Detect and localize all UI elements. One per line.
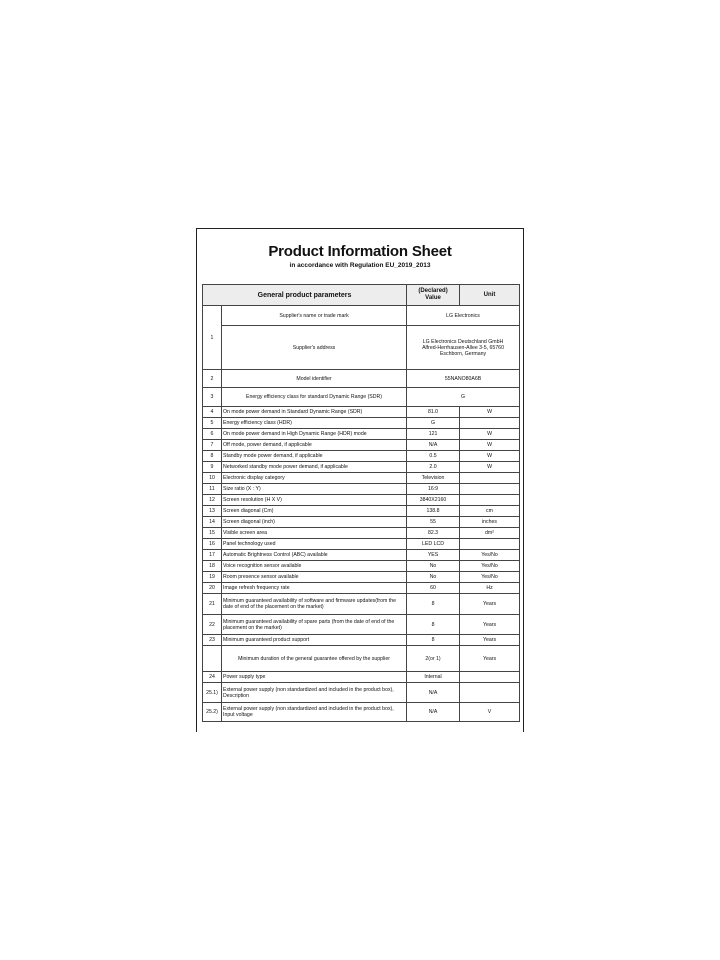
product-information-sheet [196, 228, 524, 732]
parameter-label: Image refresh frequency rate [222, 583, 407, 594]
row-number: 15 [203, 528, 222, 539]
row-number: 25.1) [203, 683, 222, 703]
supplier-address-label: Supplier's address [222, 326, 407, 370]
parameter-value: N/A [407, 703, 460, 722]
parameter-unit: W [460, 429, 520, 440]
parameter-value: 60 [407, 583, 460, 594]
header-value-line1: (Declared) [418, 288, 448, 294]
parameter-value: LED LCD [407, 539, 460, 550]
parameter-label: Minimum guaranteed product support [222, 635, 407, 646]
table-row [203, 683, 520, 703]
row-number: 8 [203, 451, 222, 462]
parameter-unit [460, 484, 520, 495]
table-row [203, 539, 520, 550]
parameter-unit [460, 539, 520, 550]
parameter-unit: Years [460, 635, 520, 646]
row-number: 9 [203, 462, 222, 473]
table-row [203, 388, 520, 407]
parameter-value: 82.3 [407, 528, 460, 539]
table-row [203, 635, 520, 646]
row-number: 20 [203, 583, 222, 594]
row-number: 2 [203, 370, 222, 388]
row-number: 3 [203, 388, 222, 407]
parameter-value: 8 [407, 615, 460, 635]
row-number: 10 [203, 473, 222, 484]
table-row [203, 506, 520, 517]
parameter-label: Minimum guaranteed availability of software and firmware updates(from the date of end of the placement on the market) [222, 594, 407, 615]
parameter-unit: Years [460, 615, 520, 635]
parameter-value: 121 [407, 429, 460, 440]
parameter-label: Screen diagonal (inch) [222, 517, 407, 528]
table-row [203, 572, 520, 583]
parameter-value: YES [407, 550, 460, 561]
table-row [203, 517, 520, 528]
row-number: 7 [203, 440, 222, 451]
parameter-label: Size ratio (X : Y) [222, 484, 407, 495]
row-number: 5 [203, 418, 222, 429]
table-row [203, 451, 520, 462]
row-number [203, 646, 222, 672]
row-number: 24 [203, 672, 222, 683]
parameter-unit: dm² [460, 528, 520, 539]
parameter-value: Television [407, 473, 460, 484]
parameter-unit: W [460, 440, 520, 451]
parameter-value: 8 [407, 635, 460, 646]
parameter-unit: W [460, 462, 520, 473]
table-row [203, 703, 520, 722]
parameter-value: 3840X2160 [407, 495, 460, 506]
parameter-unit: Years [460, 594, 520, 615]
parameter-unit: Yes/No [460, 550, 520, 561]
supplier-name-value: LG Electronics [407, 306, 520, 326]
parameter-label: On mode power demand in High Dynamic Range (HDR) mode [222, 429, 407, 440]
table-row [203, 326, 520, 370]
table-row [203, 484, 520, 495]
parameter-label: Standby mode power demand, if applicable [222, 451, 407, 462]
parameter-label: Power supply type [222, 672, 407, 683]
document-subtitle: in accordance with Regulation EU_2019_2013 [289, 262, 431, 269]
parameter-unit: cm [460, 506, 520, 517]
parameter-value: No [407, 561, 460, 572]
parameter-label: Room presence sensor available [222, 572, 407, 583]
parameter-value: N/A [407, 440, 460, 451]
table-row [203, 672, 520, 683]
parameter-unit [460, 418, 520, 429]
row-number: 11 [203, 484, 222, 495]
parameter-unit: W [460, 451, 520, 462]
table-row [203, 462, 520, 473]
parameter-unit: inches [460, 517, 520, 528]
header-declared-value [407, 285, 460, 306]
parameter-unit: Yes/No [460, 561, 520, 572]
address-line: Alfred-Herrhausen-Allee 3-5, 65760 [422, 344, 504, 351]
parameter-label: Off mode, power demand, if applicable [222, 440, 407, 451]
parameter-label: External power supply (non standardized and included in the product box), Description [222, 683, 407, 703]
table-row [203, 407, 520, 418]
parameter-label: Screen resolution (H X V) [222, 495, 407, 506]
table-row [203, 473, 520, 484]
row-number: 13 [203, 506, 222, 517]
row-number: 16 [203, 539, 222, 550]
parameter-unit: Years [460, 646, 520, 672]
parameter-value: 81.0 [407, 407, 460, 418]
efficiency-class-label: Energy efficiency class for standard Dynamic Range (SDR) [222, 388, 407, 407]
parameter-value: 55 [407, 517, 460, 528]
parameter-label: Minimum duration of the general guarantee offered by the supplier [222, 646, 407, 672]
parameter-label: Screen diagonal (Cm) [222, 506, 407, 517]
parameter-label: Networked standby mode power demand, if applicable [222, 462, 407, 473]
efficiency-class-value: G [407, 388, 520, 407]
table-row [203, 495, 520, 506]
table-row [203, 550, 520, 561]
parameter-label: Minimum guaranteed availability of spare parts (from the date of end of the placement on the market) [222, 615, 407, 635]
document-title: Product Information Sheet [268, 243, 452, 260]
parameter-unit [460, 473, 520, 484]
parameter-label: Panel technology used [222, 539, 407, 550]
row-number: 18 [203, 561, 222, 572]
row-number: 25.2) [203, 703, 222, 722]
parameter-unit: W [460, 407, 520, 418]
row-number: 17 [203, 550, 222, 561]
row-number: 4 [203, 407, 222, 418]
parameter-value: N/A [407, 683, 460, 703]
parameter-value: No [407, 572, 460, 583]
table-row [203, 440, 520, 451]
table-row [203, 528, 520, 539]
row-number: 19 [203, 572, 222, 583]
table-row [203, 306, 520, 326]
parameter-unit: Hz [460, 583, 520, 594]
table-row [203, 615, 520, 635]
parameter-value: 2(or 1) [407, 646, 460, 672]
parameter-value: 138.8 [407, 506, 460, 517]
table-header-row [203, 285, 520, 306]
row-number: 6 [203, 429, 222, 440]
supplier-name-label: Supplier's name or trade mark [222, 306, 407, 326]
parameter-unit [460, 683, 520, 703]
table-row [203, 429, 520, 440]
parameter-label: Energy efficiency class (HDR) [222, 418, 407, 429]
parameter-label: External power supply (non standardized and included in the product box), Input voltage [222, 703, 407, 722]
table-row [203, 418, 520, 429]
table-row [203, 583, 520, 594]
parameter-value: 16:9 [407, 484, 460, 495]
parameter-value: 8 [407, 594, 460, 615]
parameter-unit: V [460, 703, 520, 722]
parameter-unit [460, 495, 520, 506]
row-number: 23 [203, 635, 222, 646]
model-identifier-value: 55NANO80A6B [407, 370, 520, 388]
header-value-line2: Value [425, 295, 441, 301]
row-number: 1 [203, 306, 222, 370]
row-number: 14 [203, 517, 222, 528]
table-row [203, 646, 520, 672]
table-row [203, 370, 520, 388]
parameter-unit [460, 672, 520, 683]
parameter-label: Voice recognition sensor available [222, 561, 407, 572]
table-row [203, 594, 520, 615]
address-line: Eschborn, Germany [439, 350, 487, 357]
parameter-value: Internal [407, 672, 460, 683]
model-identifier-label: Model identifier [222, 370, 407, 388]
parameter-value: 0.5 [407, 451, 460, 462]
row-number: 22 [203, 615, 222, 635]
parameters-table [202, 284, 520, 722]
supplier-address-value [407, 326, 520, 370]
parameter-label: Automatic Brightness Control (ABC) available [222, 550, 407, 561]
parameter-unit: Yes/No [460, 572, 520, 583]
address-line: LG Electronics Deutschland GmbH [422, 338, 504, 345]
header-general-parameters: General product parameters [203, 285, 407, 306]
parameter-label: On mode power demand in Standard Dynamic Range (SDR) [222, 407, 407, 418]
parameter-label: Electronic display category [222, 473, 407, 484]
parameter-value: G [407, 418, 460, 429]
parameter-label: Visible screen area [222, 528, 407, 539]
table-row [203, 561, 520, 572]
row-number: 12 [203, 495, 222, 506]
header-unit: Unit [460, 285, 520, 306]
parameter-value: 2.0 [407, 462, 460, 473]
row-number: 21 [203, 594, 222, 615]
